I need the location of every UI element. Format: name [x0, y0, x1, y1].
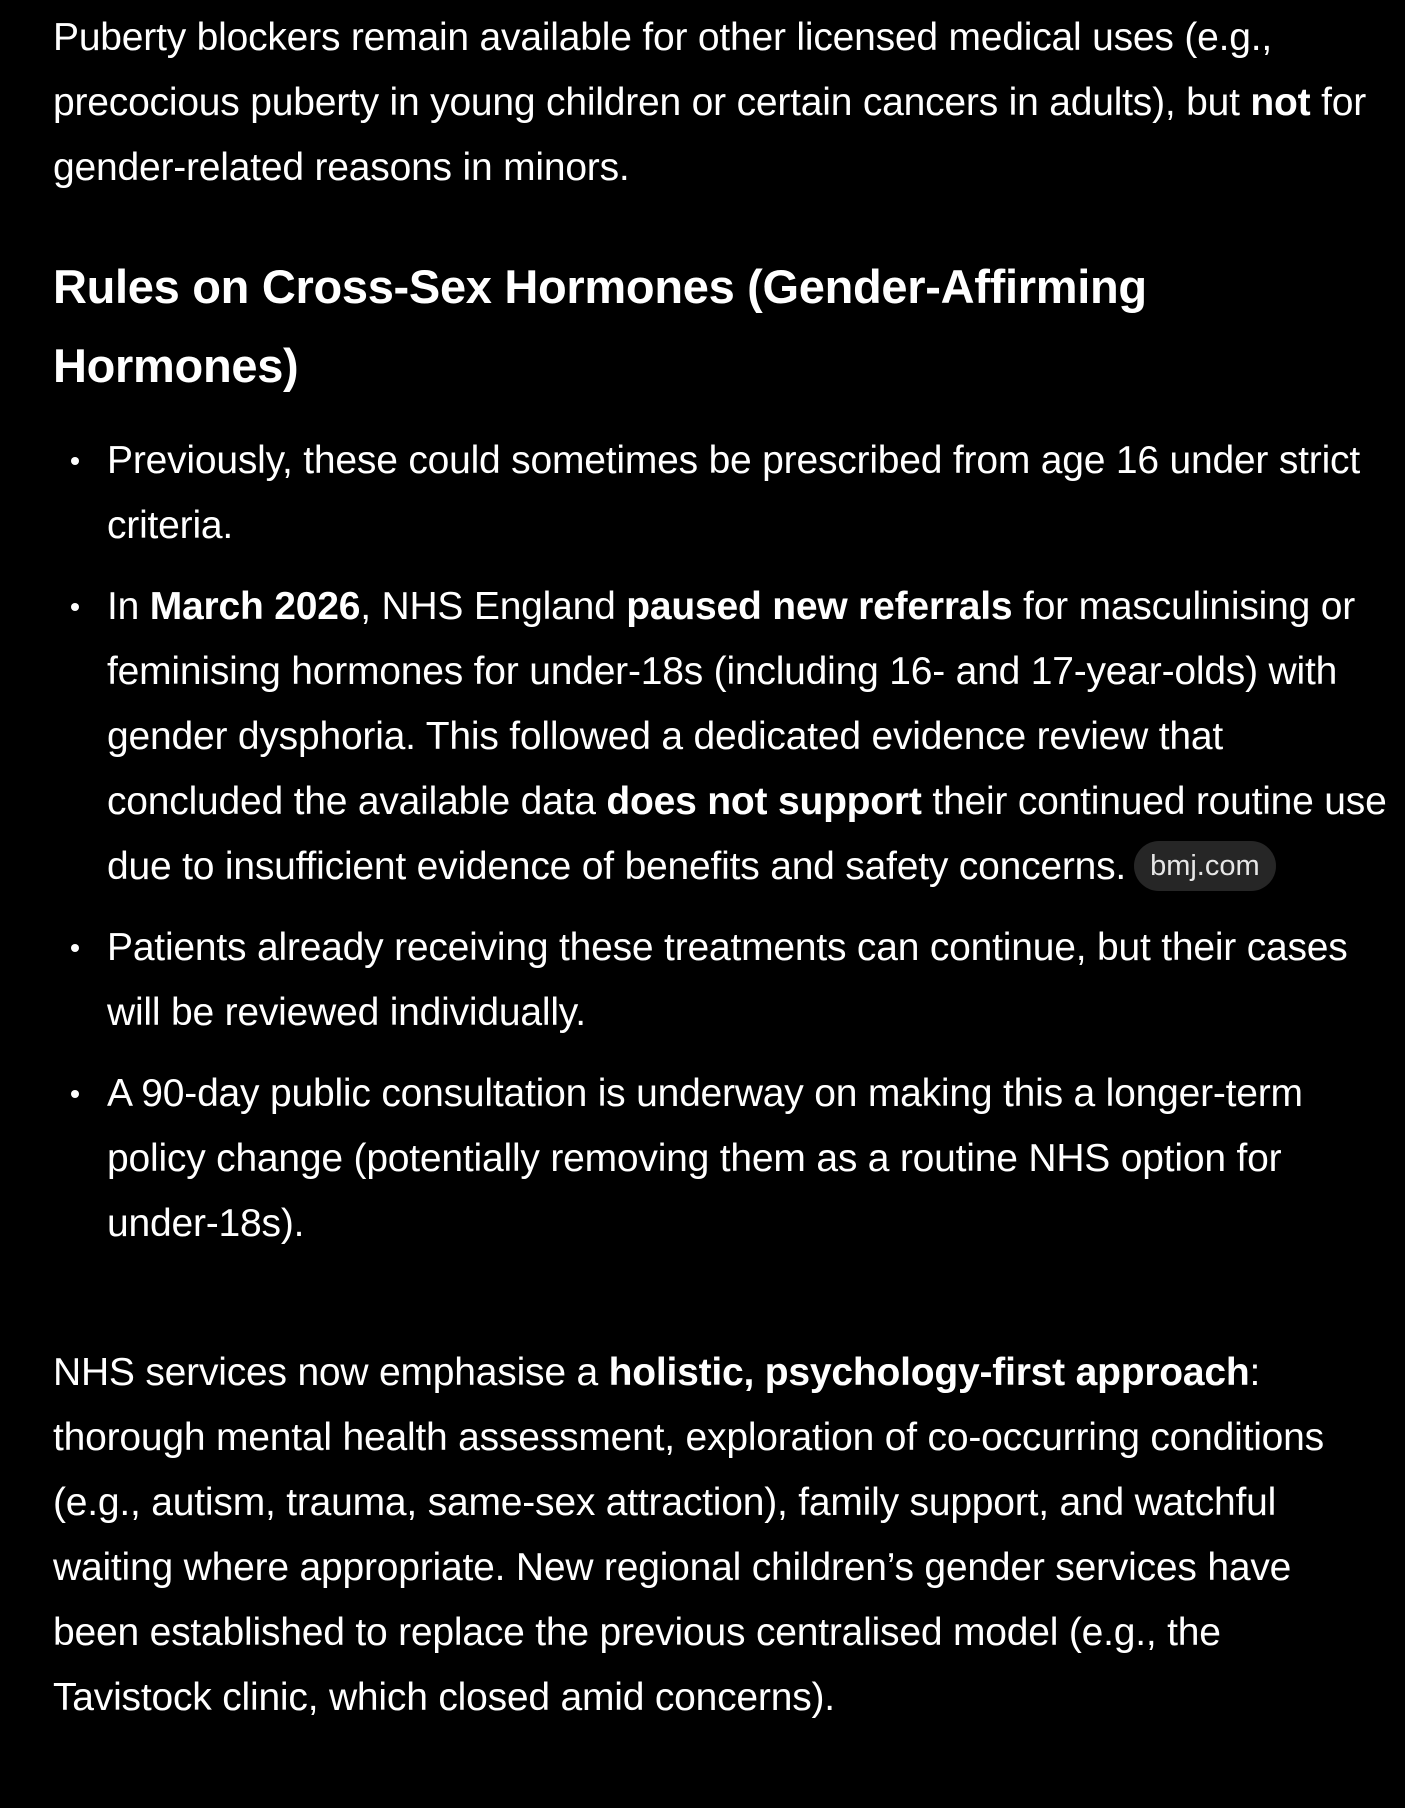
bullet-2-text-4: their continued routine use due to insufficient evidence of benefits and safety concerns. [107, 780, 1387, 888]
bullet-2-bold-paused: paused new referrals [626, 585, 1013, 628]
list-item [53, 428, 1393, 558]
citation-chip[interactable]: bmj.com [1134, 841, 1276, 891]
bullet-2-text-1: In [107, 585, 150, 628]
bullet-dot-icon [71, 603, 79, 611]
intro-paragraph [53, 5, 1373, 200]
outro-paragraph [53, 1340, 1383, 1730]
bullet-list [53, 428, 1393, 1272]
intro-text-2: for gender-related reasons in minors. [53, 81, 1367, 189]
bullet-dot-icon [71, 944, 79, 952]
bullet-dot-icon [71, 457, 79, 465]
bullet-4-text: A 90-day public consultation is underway on making this a longer-term policy change (potentially removing them as a routine NHS option for under-18s). [107, 1072, 1303, 1245]
section-heading: Rules on Cross-Sex Hormones (Gender-Affirming Hormones) [53, 260, 1147, 392]
bullet-3-text: Patients already receiving these treatments can continue, but their cases will be reviewed individually. [107, 926, 1348, 1034]
bullet-2-bold-date: March 2026 [149, 585, 361, 628]
list-item [53, 915, 1393, 1045]
list-item [53, 1061, 1393, 1256]
bullet-2-text-3: for masculinising or feminising hormones for under-18s (including 16- and 17-year-olds) with gender dysphoria. This followed a dedicated evidence review that concluded the available data [107, 585, 1356, 823]
bullet-1-text: Previously, these could sometimes be prescribed from age 16 under strict criteria. [107, 439, 1360, 547]
outro-bold-approach: holistic, psychology-first approach [608, 1351, 1250, 1394]
outro-text-2: : thorough mental health assessment, exploration of co-occurring conditions (e.g., autism, trauma, same-sex attraction), family support, and watchful waiting where appropriate. New regional children’s gender services have been established to replace the previous centralised model (e.g., the Tavistock clinic, which closed amid concerns). [53, 1351, 1324, 1719]
bullet-2-bold-does-not-support: does not support [606, 780, 922, 823]
outro-text-1: NHS services now emphasise a [53, 1351, 609, 1394]
intro-bold-not: not [1250, 81, 1311, 124]
intro-text-1: Puberty blockers remain available for other licensed medical uses (e.g., precocious puberty in young children or certain cancers in adults), but [53, 16, 1273, 124]
bullet-dot-icon [71, 1090, 79, 1098]
list-item [53, 574, 1393, 899]
bullet-2-text-2: , NHS England [360, 585, 627, 628]
